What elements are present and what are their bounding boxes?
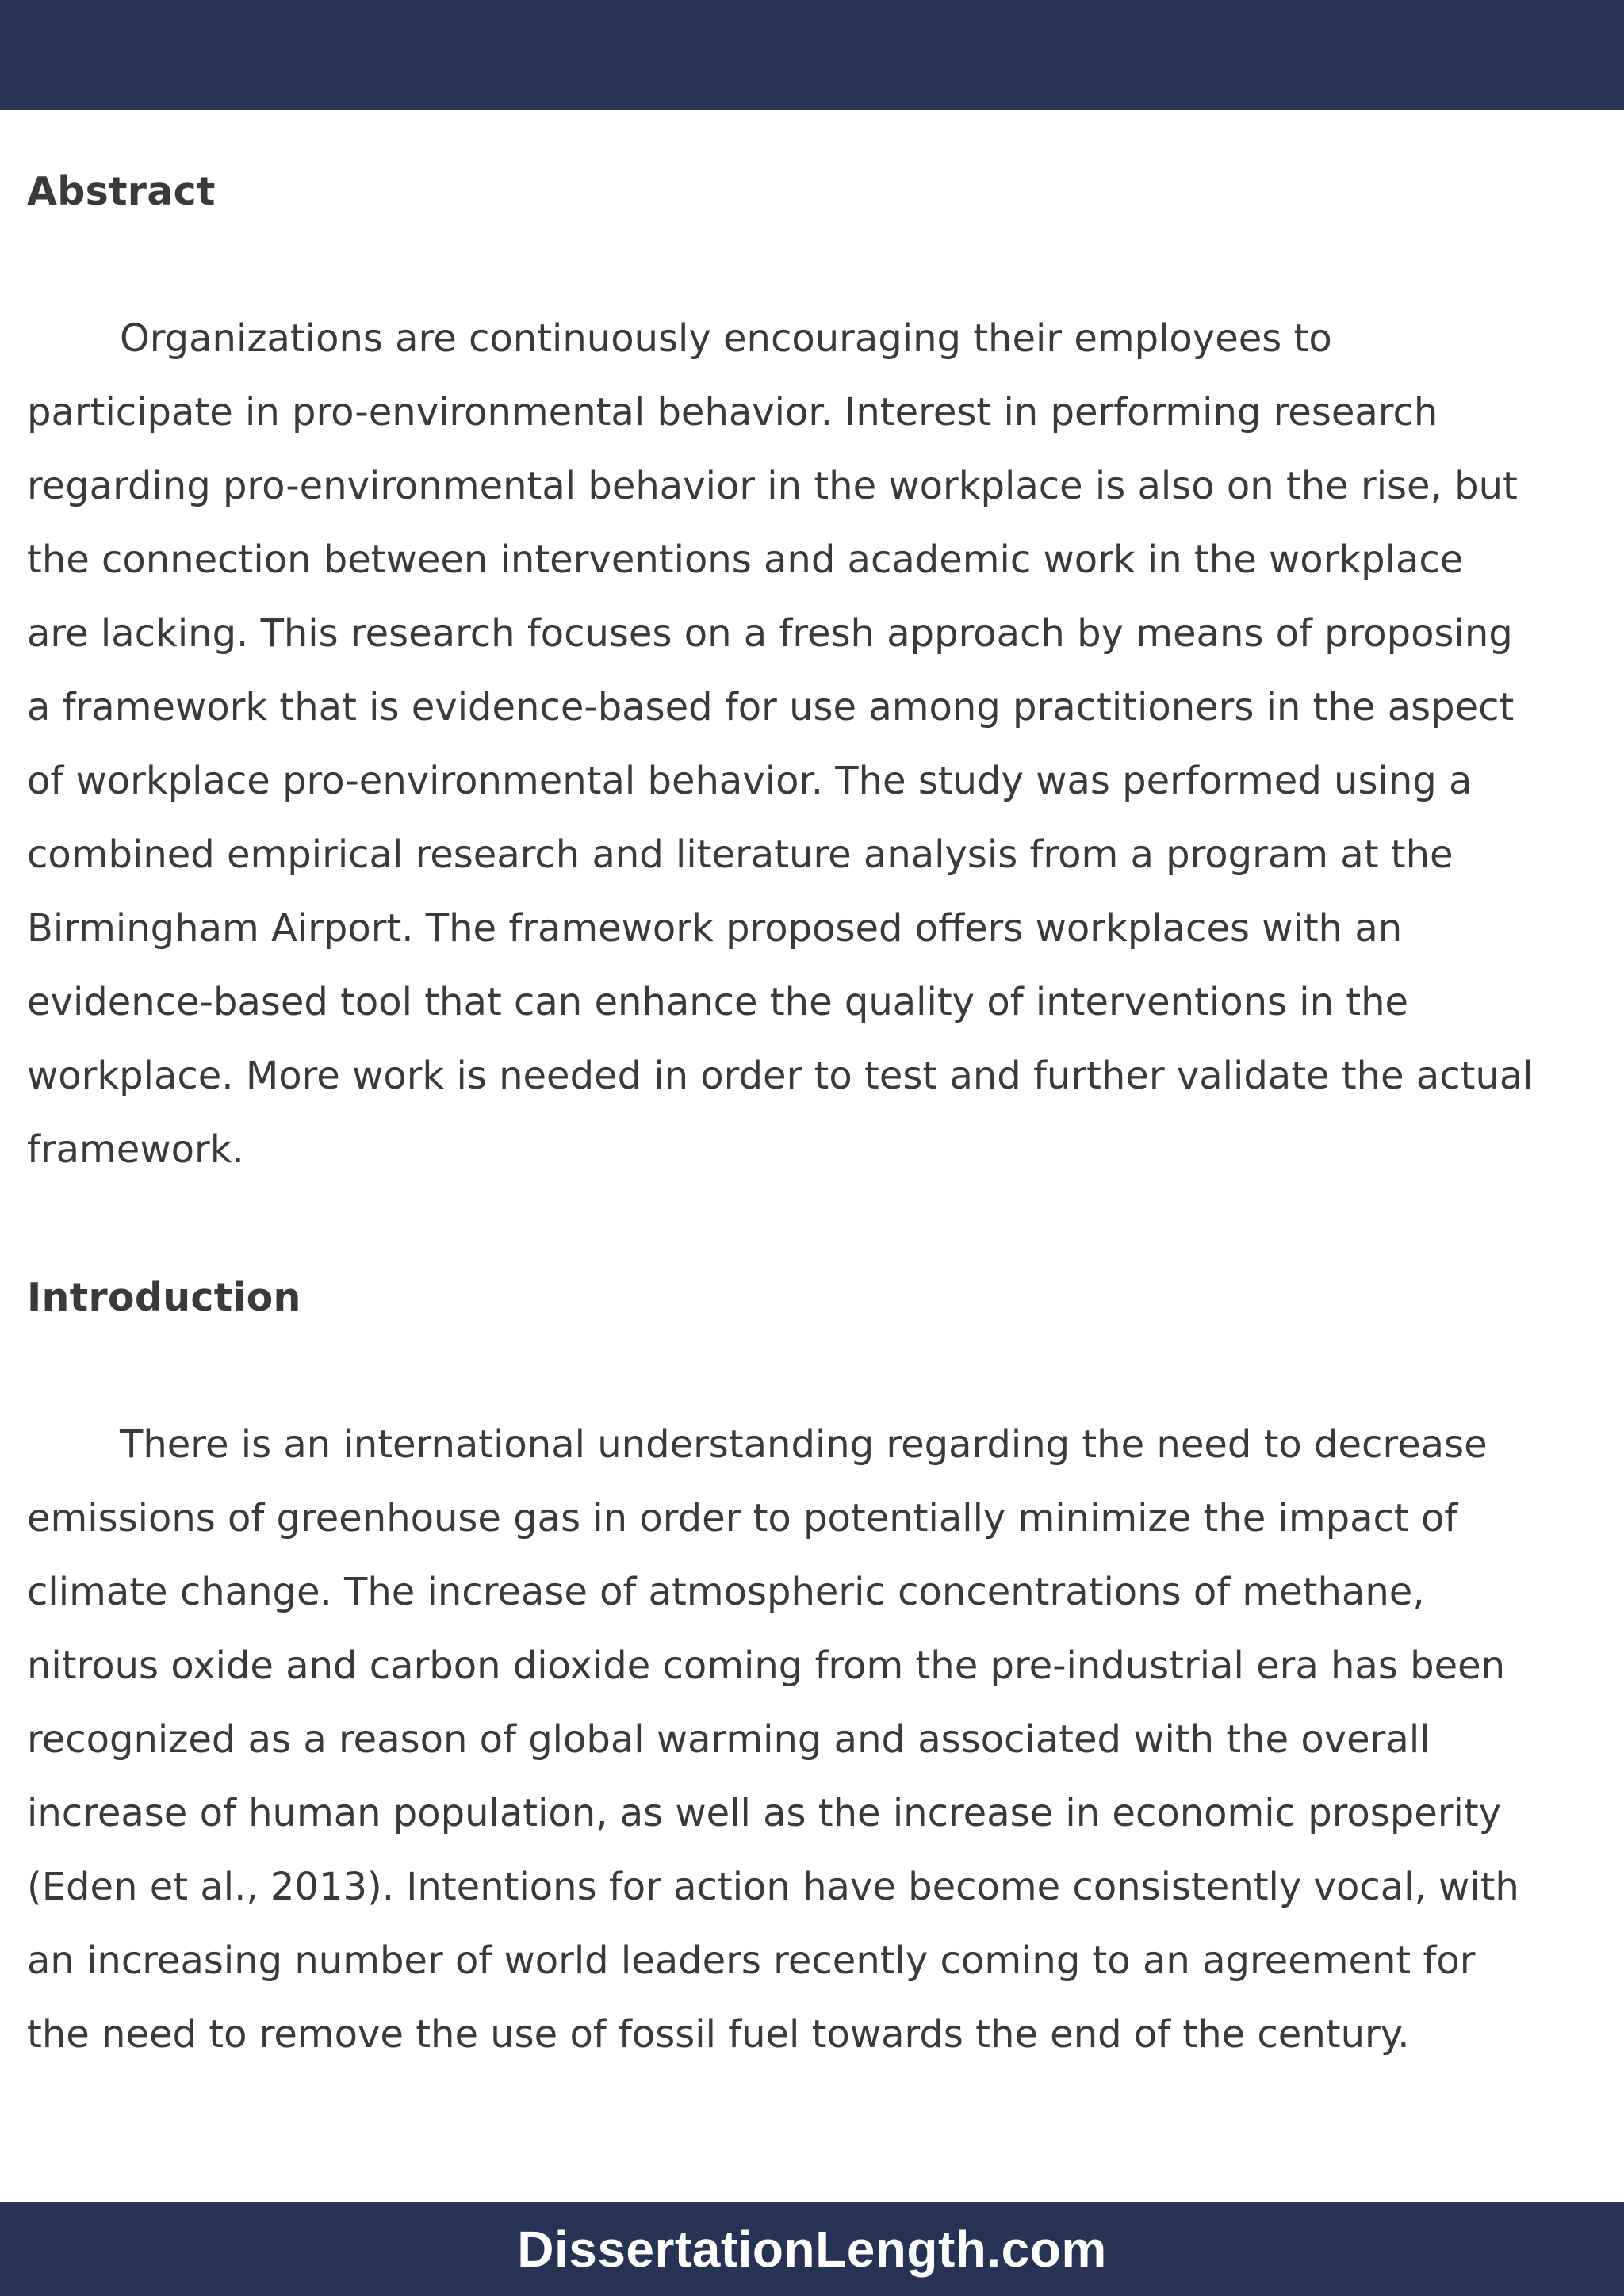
text-line: nitrous oxide and carbon dioxide coming from the pre-industrial era has been — [27, 1644, 1506, 1688]
text-line: framework. — [27, 1127, 244, 1172]
header-bar — [0, 0, 1624, 110]
document-body — [27, 155, 1601, 2072]
introduction-heading: Introduction — [27, 1275, 301, 1320]
text-line: workplace. More work is needed in order to test and further validate the actual — [27, 1054, 1534, 1098]
text-line: of workplace pro-environmental behavior. The study was performed using a — [27, 759, 1473, 803]
spacer — [27, 1187, 1601, 1261]
abstract-heading: Abstract — [27, 169, 216, 214]
spacer — [27, 228, 1601, 302]
text-line: a framework that is evidence-based for use among practitioners in the aspect — [27, 685, 1515, 729]
brand-name: DissertationLength.com — [517, 2221, 1107, 2278]
text-line: emissions of greenhouse gas in order to potentially minimize the impact of — [27, 1496, 1458, 1540]
text-line: combined empirical research and literature analysis from a program at the — [27, 832, 1454, 877]
text-line: evidence-based tool that can enhance the quality of interventions in the — [27, 980, 1409, 1024]
text-line: the connection between interventions and academic work in the workplace — [27, 538, 1464, 582]
abstract-paragraph — [27, 302, 1601, 1187]
text-line: recognized as a reason of global warming and associated with the overall — [27, 1717, 1431, 1762]
text-line: increase of human population, as well as the increase in economic prosperity — [27, 1791, 1502, 1835]
text-line: climate change. The increase of atmospheric concentrations of methane, — [27, 1570, 1425, 1614]
text-line: There is an international understanding regarding the need to decrease — [120, 1422, 1488, 1467]
text-line: are lacking. This research focuses on a fresh approach by means of proposing — [27, 611, 1513, 656]
footer-bar — [0, 2202, 1624, 2296]
text-line: participate in pro-environmental behavior. Interest in performing research — [27, 390, 1438, 434]
introduction-paragraph — [27, 1408, 1601, 2072]
spacer — [27, 1334, 1601, 1408]
text-line: an increasing number of world leaders recently coming to an agreement for — [27, 1938, 1476, 1983]
text-line: Birmingham Airport. The framework proposed offers workplaces with an — [27, 906, 1403, 951]
text-line: (Eden et al., 2013). Intentions for action have become consistently vocal, with — [27, 1865, 1519, 1909]
text-line: the need to remove the use of fossil fuel towards the end of the century. — [27, 2012, 1410, 2057]
text-line: regarding pro-environmental behavior in the workplace is also on the rise, but — [27, 464, 1518, 508]
text-line: Organizations are continuously encouraging their employees to — [120, 316, 1332, 361]
